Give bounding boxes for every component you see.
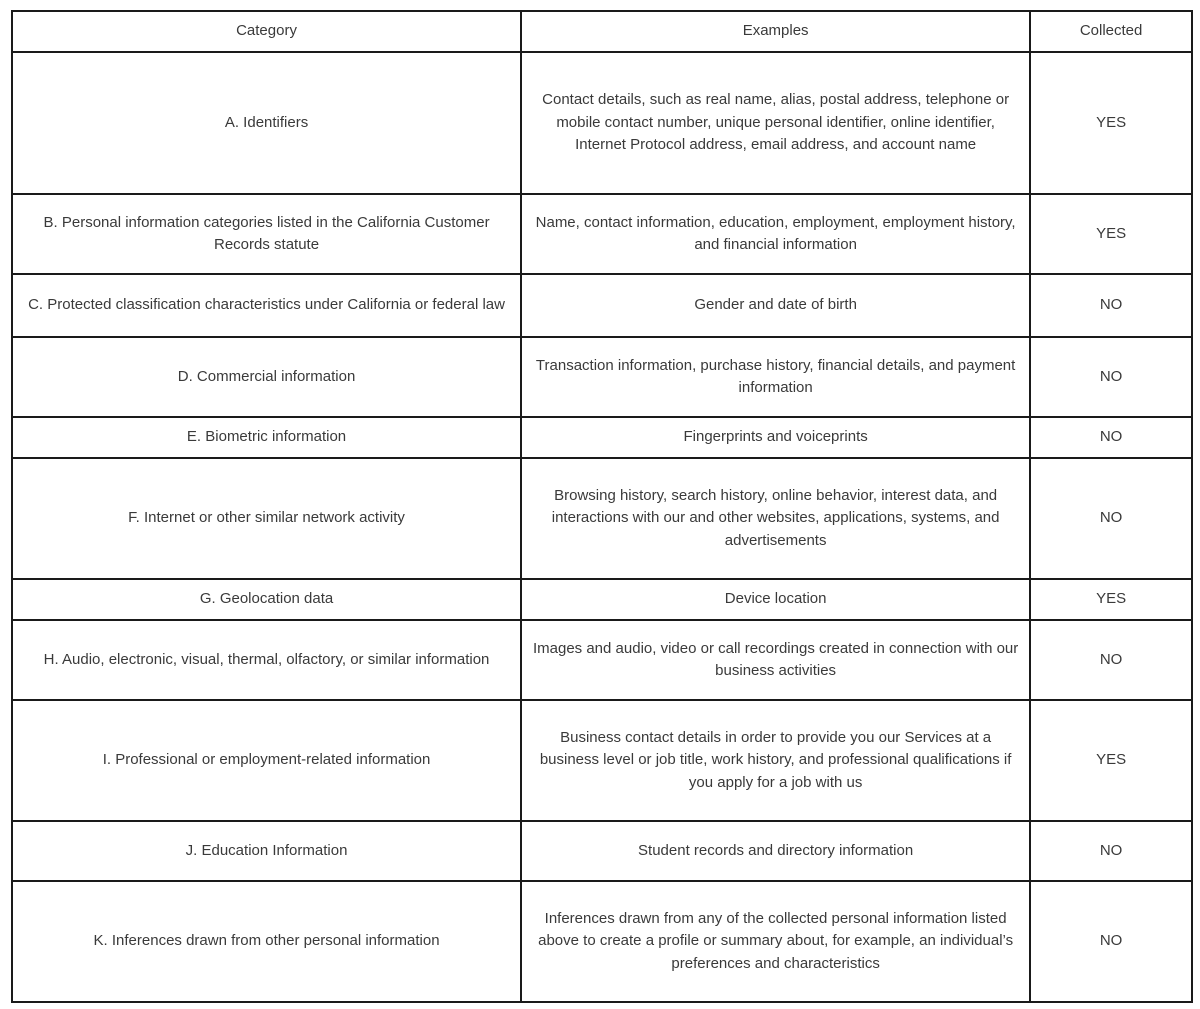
header-examples: Examples [521, 11, 1030, 52]
cell-collected: YES [1030, 194, 1192, 274]
cell-examples: Student records and directory information [521, 821, 1030, 881]
table-row [12, 52, 1192, 194]
cell-collected: NO [1030, 458, 1192, 579]
table-row [12, 620, 1192, 700]
cell-examples: Contact details, such as real name, alias, postal address, telephone or mobile contact number, unique personal identifier, online identifier, Internet Protocol address, email address, and account name [521, 52, 1030, 194]
header-collected: Collected [1030, 11, 1192, 52]
cell-collected: NO [1030, 274, 1192, 337]
cell-category: H. Audio, electronic, visual, thermal, olfactory, or similar information [12, 620, 521, 700]
cell-category: G. Geolocation data [12, 579, 521, 620]
table-row [12, 274, 1192, 337]
table-row [12, 579, 1192, 620]
header-row [12, 11, 1192, 52]
cell-category: E. Biometric information [12, 417, 521, 458]
cell-category: K. Inferences drawn from other personal information [12, 881, 521, 1002]
cell-collected: NO [1030, 821, 1192, 881]
cell-examples: Business contact details in order to provide you our Services at a business level or job title, work history, and professional qualifications if you apply for a job with us [521, 700, 1030, 821]
cell-examples: Images and audio, video or call recordings created in connection with our business activities [521, 620, 1030, 700]
table-row [12, 194, 1192, 274]
table-row [12, 458, 1192, 579]
cell-examples: Gender and date of birth [521, 274, 1030, 337]
cell-examples: Browsing history, search history, online behavior, interest data, and interactions with our and other websites, applications, systems, and advertisements [521, 458, 1030, 579]
cell-collected: NO [1030, 620, 1192, 700]
cell-category: C. Protected classification characteristics under California or federal law [12, 274, 521, 337]
cell-category: I. Professional or employment-related information [12, 700, 521, 821]
table-row [12, 881, 1192, 1002]
cell-category: B. Personal information categories listed in the California Customer Records statute [12, 194, 521, 274]
table-row [12, 417, 1192, 458]
cell-category: F. Internet or other similar network activity [12, 458, 521, 579]
cell-collected: NO [1030, 337, 1192, 417]
cell-examples: Fingerprints and voiceprints [521, 417, 1030, 458]
cell-examples: Name, contact information, education, employment, employment history, and financial information [521, 194, 1030, 274]
cell-collected: YES [1030, 700, 1192, 821]
cell-category: D. Commercial information [12, 337, 521, 417]
cell-examples: Inferences drawn from any of the collected personal information listed above to create a profile or summary about, for example, an individual’s preferences and characteristics [521, 881, 1030, 1002]
header-category: Category [12, 11, 521, 52]
cell-collected: NO [1030, 881, 1192, 1002]
cell-collected: NO [1030, 417, 1192, 458]
table-row [12, 337, 1192, 417]
table-row [12, 700, 1192, 821]
cell-collected: YES [1030, 579, 1192, 620]
cell-category: A. Identifiers [12, 52, 521, 194]
cell-category: J. Education Information [12, 821, 521, 881]
cell-examples: Transaction information, purchase history, financial details, and payment information [521, 337, 1030, 417]
personal-info-table [11, 10, 1193, 1003]
cell-examples: Device location [521, 579, 1030, 620]
cell-collected: YES [1030, 52, 1192, 194]
table-row [12, 821, 1192, 881]
